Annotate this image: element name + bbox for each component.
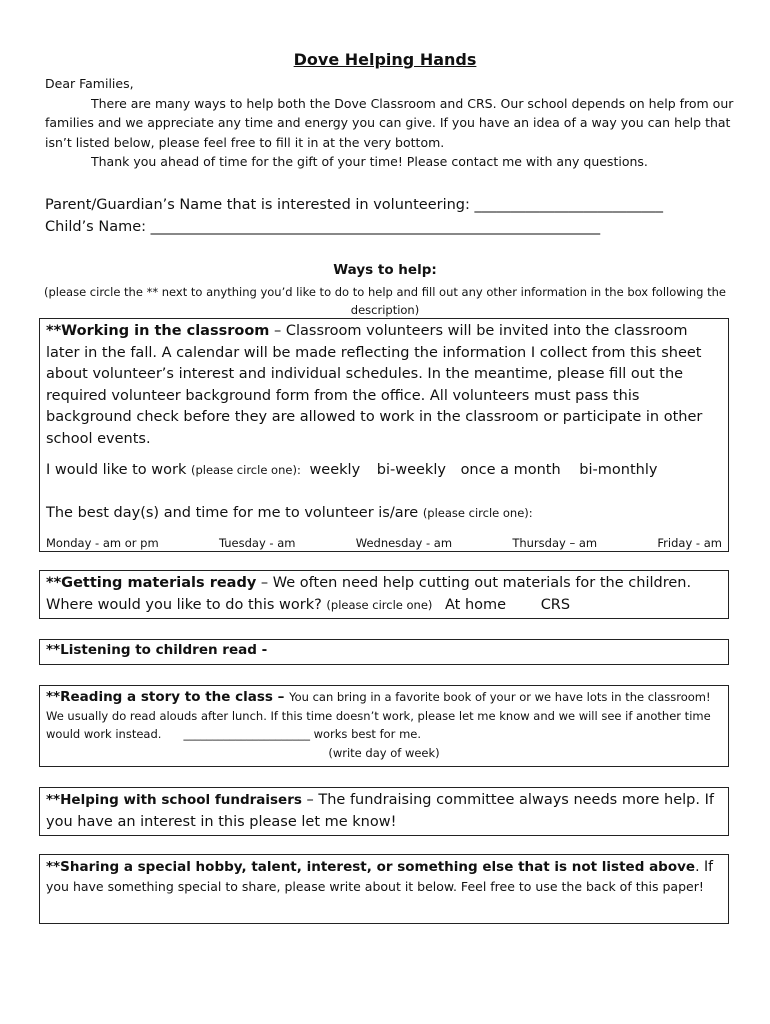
sharing-option[interactable]: **Sharing a special hobby, talent, interest, or something else that is not listed above <box>46 859 696 875</box>
reading-note: (write day of week) <box>328 745 440 760</box>
materials-option[interactable]: **Getting materials ready <box>46 575 257 591</box>
classroom-box <box>39 318 729 552</box>
day-monday[interactable]: Monday - am or pm <box>46 536 159 550</box>
freq-bimonthly[interactable]: bi-monthly <box>579 462 658 478</box>
intro <box>45 74 735 172</box>
listening-option[interactable]: **Listening to children read - <box>46 642 268 658</box>
freq-biweekly[interactable]: bi-weekly <box>376 462 446 478</box>
option-at-home[interactable]: At home <box>445 596 507 613</box>
freq-weekly[interactable]: weekly <box>309 462 361 478</box>
child-name-field[interactable]: Child’s Name: ______________________________________________________________ <box>45 219 601 235</box>
ways-instructions: (please circle the ** next to anything you’d like to do to help and fill out any other information in the box following the description) <box>43 285 726 317</box>
fundraisers-option[interactable]: **Helping with school fundraisers <box>46 792 302 808</box>
classroom-description: **Working in the classroom – Classroom volunteers will be invited into the classroom later in the fall. A calendar will be made reflecting the information I collect from this sheet about volunteer’s interest and individual schedules. In the meantime, please fill out the required volunteer background form from the office. All volunteers must pass this background check before they are allowed to work in the classroom or participate in other school events. <box>46 323 703 447</box>
intro-paragraph-2: Thank you ahead of time for the gift of your time! Please contact me with any questions. <box>91 154 648 169</box>
intro-paragraph-1: There are many ways to help both the Dove Classroom and CRS. Our school depends on help from our families and we appreciate any time and energy you can give. If you have an idea of a way you can help that isn’t listed below, please feel free to fill it in at the very bottom. <box>45 95 734 150</box>
listening-box <box>39 639 729 665</box>
day-wednesday[interactable]: Wednesday - am <box>355 536 453 550</box>
frequency-line: I would like to work (please circle one): weekly bi-weekly once a month bi-monthly <box>46 462 658 478</box>
materials-box: **Getting materials ready – We often need help cutting out materials for the children. Where would you like to do this work? (please circle one) At home CRS <box>39 570 729 619</box>
greeting: Dear Families, <box>45 76 134 91</box>
page-title: Dove Helping Hands <box>293 50 477 69</box>
option-crs[interactable]: CRS <box>540 596 571 613</box>
freq-once-month[interactable]: once a month <box>460 462 561 478</box>
days-row <box>46 533 722 555</box>
day-thursday[interactable]: Thursday – am <box>512 536 598 550</box>
parent-name-field[interactable]: Parent/Guardian’s Name that is interested in volunteering: __________________________ <box>45 197 663 213</box>
classroom-option[interactable]: **Working in the classroom <box>46 323 270 339</box>
day-friday[interactable]: Friday - am <box>657 536 722 550</box>
fundraisers-box: **Helping with school fundraisers – The fundraising committee always needs more help. If you have an interest in this please let me know! <box>39 787 729 836</box>
sharing-box: **Sharing a special hobby, talent, interest, or something else that is not listed above. If you have something special to share, please write about it below. Feel free to use the back of this paper! <box>39 854 729 924</box>
reading-box: **Reading a story to the class – You can bring in a favorite book of your or we have lots in the classroom! We usually do read alouds after lunch. If this time doesn’t work, please let me know and we will see if another time would work instead. ______________________ works best for me. (write day of week) <box>39 685 729 767</box>
ways-heading: Ways to help: <box>333 262 437 278</box>
reading-option[interactable]: **Reading a story to the class <box>46 689 273 705</box>
best-day-line: The best day(s) and time for me to volunteer is/are (please circle one): <box>46 504 533 521</box>
day-of-week-blank[interactable]: ______________________ <box>183 727 310 741</box>
day-tuesday[interactable]: Tuesday - am <box>218 536 296 550</box>
